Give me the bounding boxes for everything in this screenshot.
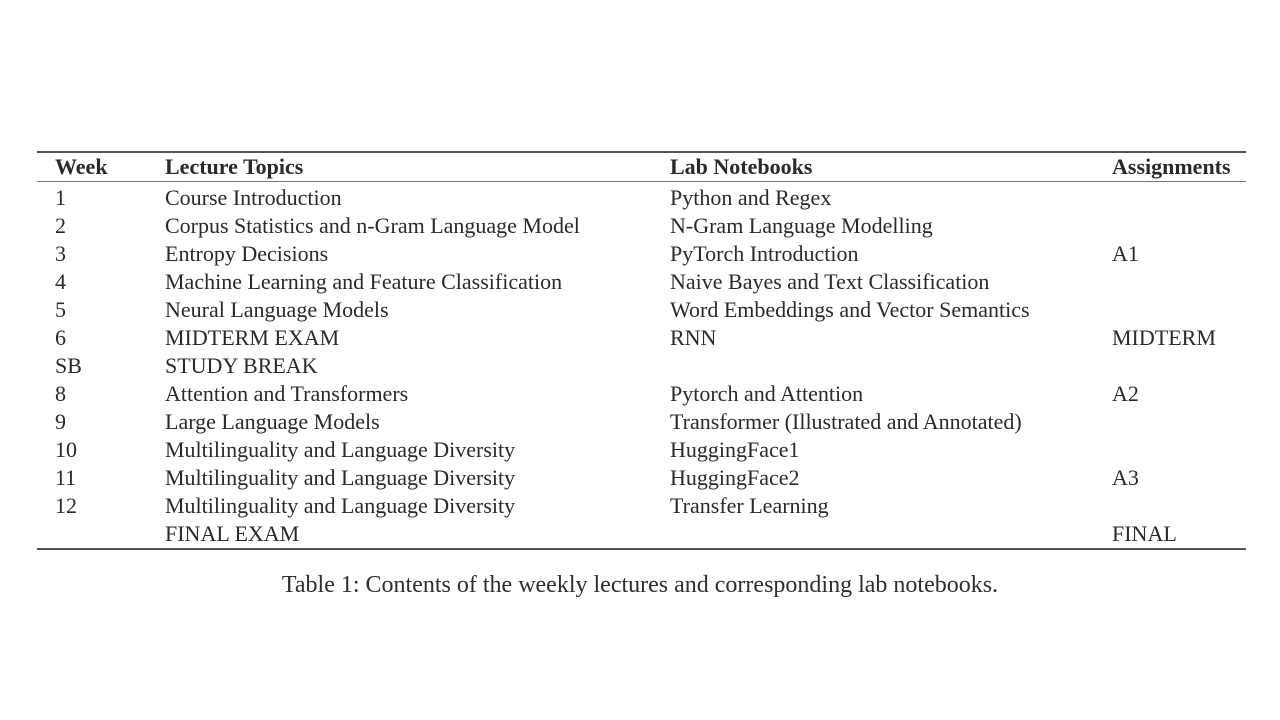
cell-lab-notebook: Word Embeddings and Vector Semantics (670, 297, 1030, 322)
table-row (37, 182, 1246, 213)
header-lab-notebooks: Lab Notebooks (670, 154, 813, 179)
cell-lab-notebook (670, 352, 1112, 380)
cell-lecture-topic: Entropy Decisions (165, 241, 329, 266)
cell-lecture-topic: Machine Learning and Feature Classification (165, 269, 563, 294)
cell-week: 4 (55, 269, 66, 294)
cell-assignment: MIDTERM (1112, 325, 1216, 350)
cell-week: 6 (55, 325, 66, 350)
header-week: Week (55, 154, 108, 179)
cell-lecture-topic: Large Language Models (165, 409, 380, 434)
cell-assignment: A3 (1112, 465, 1139, 490)
cell-assignment (1112, 212, 1246, 240)
cell-assignment: A1 (1112, 241, 1139, 266)
cell-week: 5 (55, 297, 66, 322)
cell-week: SB (55, 353, 82, 378)
cell-lecture-topic: STUDY BREAK (165, 353, 318, 378)
cell-week: 12 (55, 493, 77, 518)
cell-week: 3 (55, 241, 66, 266)
table-caption: Table 1: Contents of the weekly lectures and corresponding lab notebooks. (281, 572, 999, 598)
cell-lab-notebook: Transformer (Illustrated and Annotated) (670, 409, 1022, 434)
cell-assignment: A2 (1112, 381, 1139, 406)
cell-lecture-topic: Course Introduction (165, 185, 342, 210)
table-row (37, 492, 1246, 520)
cell-lab-notebook: Transfer Learning (670, 493, 829, 518)
cell-lecture-topic: FINAL EXAM (165, 521, 300, 546)
table-row (37, 380, 1246, 408)
header-lecture-topics: Lecture Topics (165, 154, 304, 179)
cell-assignment (1112, 436, 1246, 464)
cell-assignment (1112, 408, 1246, 436)
cell-week: 1 (55, 185, 66, 210)
table-row (37, 240, 1246, 268)
table-body (37, 182, 1246, 550)
cell-week: 9 (55, 409, 66, 434)
cell-assignment: FINAL (1112, 521, 1177, 546)
cell-lab-notebook: PyTorch Introduction (670, 241, 859, 266)
cell-lab-notebook: HuggingFace2 (670, 465, 800, 490)
cell-lecture-topic: Multilinguality and Language Diversity (165, 465, 516, 490)
table-row (37, 296, 1246, 324)
cell-lecture-topic: Corpus Statistics and n-Gram Language Model (165, 213, 580, 238)
cell-week: 11 (55, 465, 77, 490)
cell-lab-notebook: N-Gram Language Modelling (670, 213, 933, 238)
cell-lecture-topic: MIDTERM EXAM (165, 325, 340, 350)
cell-lecture-topic: Multilinguality and Language Diversity (165, 437, 516, 462)
cell-lab-notebook: HuggingFace1 (670, 437, 800, 462)
cell-assignment (1112, 492, 1246, 520)
cell-lab-notebook: RNN (670, 325, 717, 350)
header-assignments: Assignments (1112, 154, 1231, 179)
cell-lab-notebook: Python and Regex (670, 185, 832, 210)
cell-week (37, 520, 165, 549)
cell-week: 2 (55, 213, 66, 238)
cell-lab-notebook: Pytorch and Attention (670, 381, 864, 406)
table-row (37, 436, 1246, 464)
table-row (37, 352, 1246, 380)
table-row (37, 520, 1246, 549)
cell-assignment (1112, 352, 1246, 380)
cell-lecture-topic: Neural Language Models (165, 297, 389, 322)
table-row (37, 212, 1246, 240)
table-row (37, 324, 1246, 352)
cell-lab-notebook (670, 520, 1112, 549)
cell-assignment (1112, 296, 1246, 324)
cell-lab-notebook: Naive Bayes and Text Classification (670, 269, 990, 294)
cell-assignment (1112, 182, 1246, 213)
table-row (37, 268, 1246, 296)
cell-lecture-topic: Multilinguality and Language Diversity (165, 493, 516, 518)
cell-week: 10 (55, 437, 77, 462)
header-row (37, 152, 1246, 182)
cell-week: 8 (55, 381, 66, 406)
table-row (37, 408, 1246, 436)
cell-lecture-topic: Attention and Transformers (165, 381, 409, 406)
table-row (37, 464, 1246, 492)
table-header (37, 152, 1246, 182)
cell-assignment (1112, 268, 1246, 296)
schedule-table-container (37, 151, 1246, 550)
schedule-table (37, 151, 1246, 550)
